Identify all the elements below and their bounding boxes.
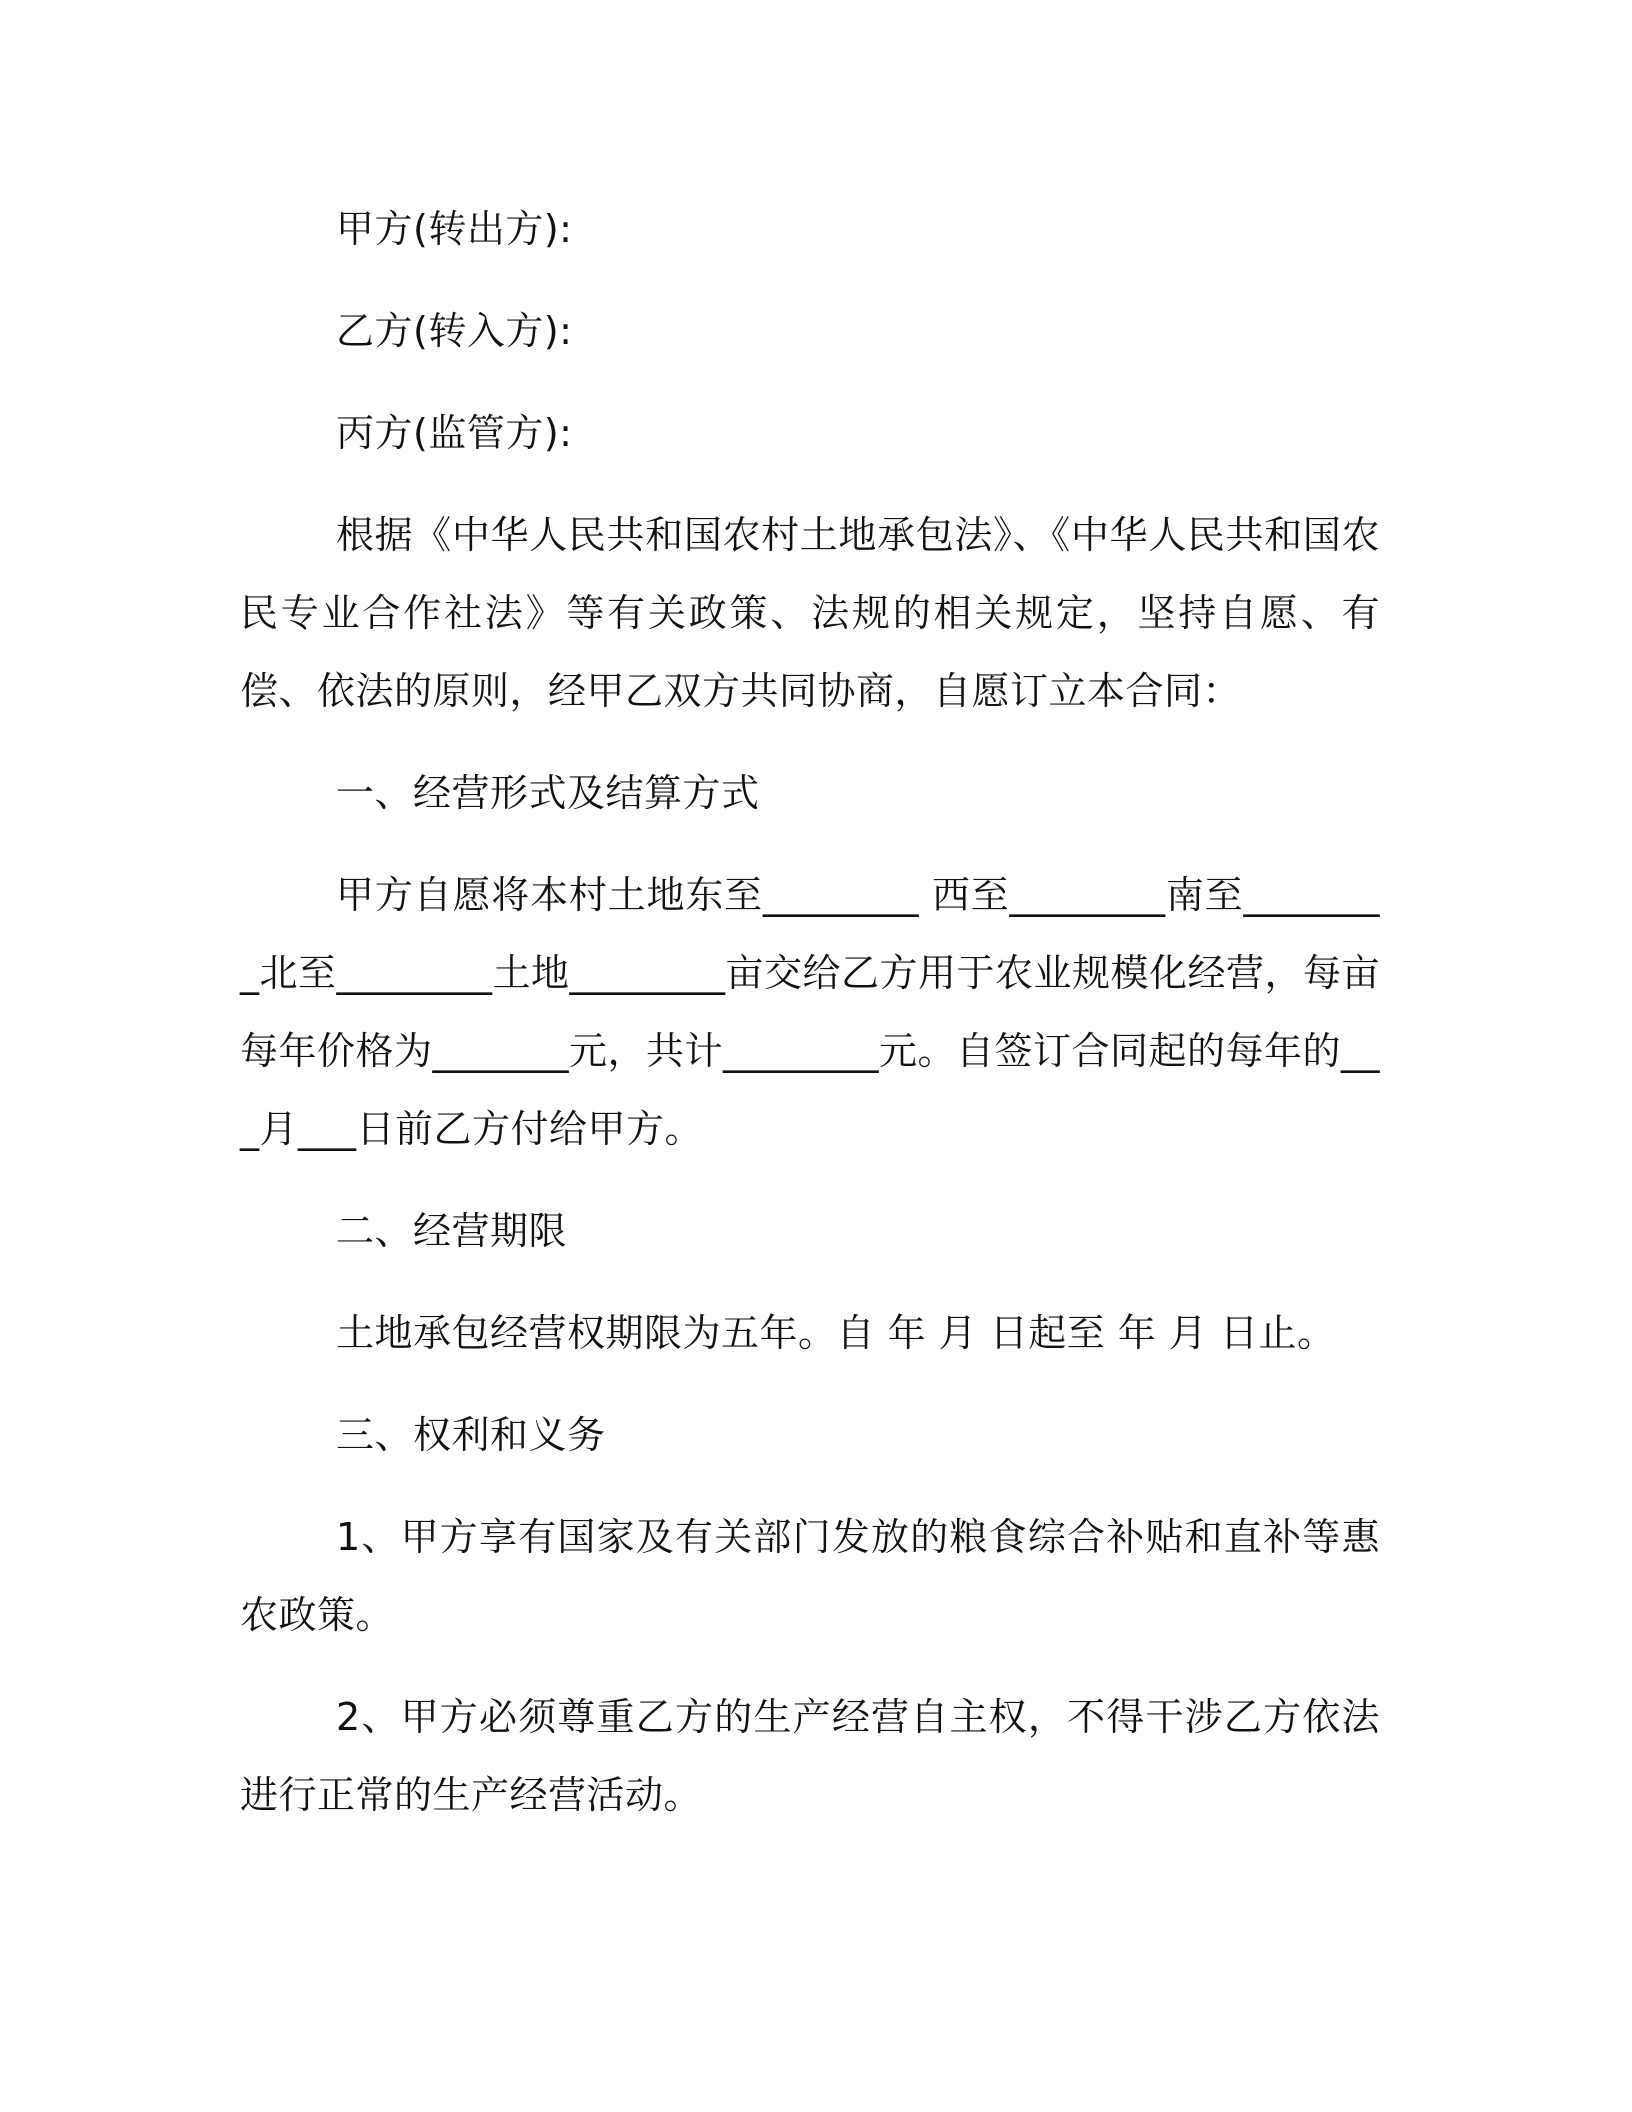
section-3-item-1: 1、甲方享有国家及有关部门发放的粮食综合补贴和直补等惠农政策。	[240, 1515, 1380, 1637]
party-c-line: 丙方(监管方):	[336, 411, 573, 455]
section-2-paragraph: 土地承包经营权期限为五年。自 年 月 日起至 年 月 日止。	[336, 1311, 1336, 1355]
section-1-heading: 一、经营形式及结算方式	[336, 771, 760, 815]
section-3-item-2: 2、甲方必须尊重乙方的生产经营自主权，不得干涉乙方依法进行正常的生产经营活动。	[240, 1695, 1380, 1817]
preamble-paragraph: 根据《中华人民共和国农村土地承包法》、《中华人民共和国农民专业合作社法》等有关政策、法规的相关规定，坚持自愿、有偿、依法的原则，经甲乙双方共同协商，自愿订立本合同：	[240, 513, 1380, 713]
document-body	[240, 190, 1380, 1858]
party-a-line: 甲方(转出方):	[336, 207, 573, 251]
section-1-paragraph: 甲方自愿将本村土地东至________ 西至________南至________北至________土地________亩交给乙方用于农业规模化经营，每亩每年价格为_______元，共计________元。自签订合同起的每年的___月___日前乙方付给甲方。	[240, 873, 1381, 1151]
section-2-heading: 二、经营期限	[336, 1209, 568, 1253]
section-3-heading: 三、权利和义务	[336, 1413, 606, 1457]
party-b-line: 乙方(转入方):	[336, 309, 573, 353]
